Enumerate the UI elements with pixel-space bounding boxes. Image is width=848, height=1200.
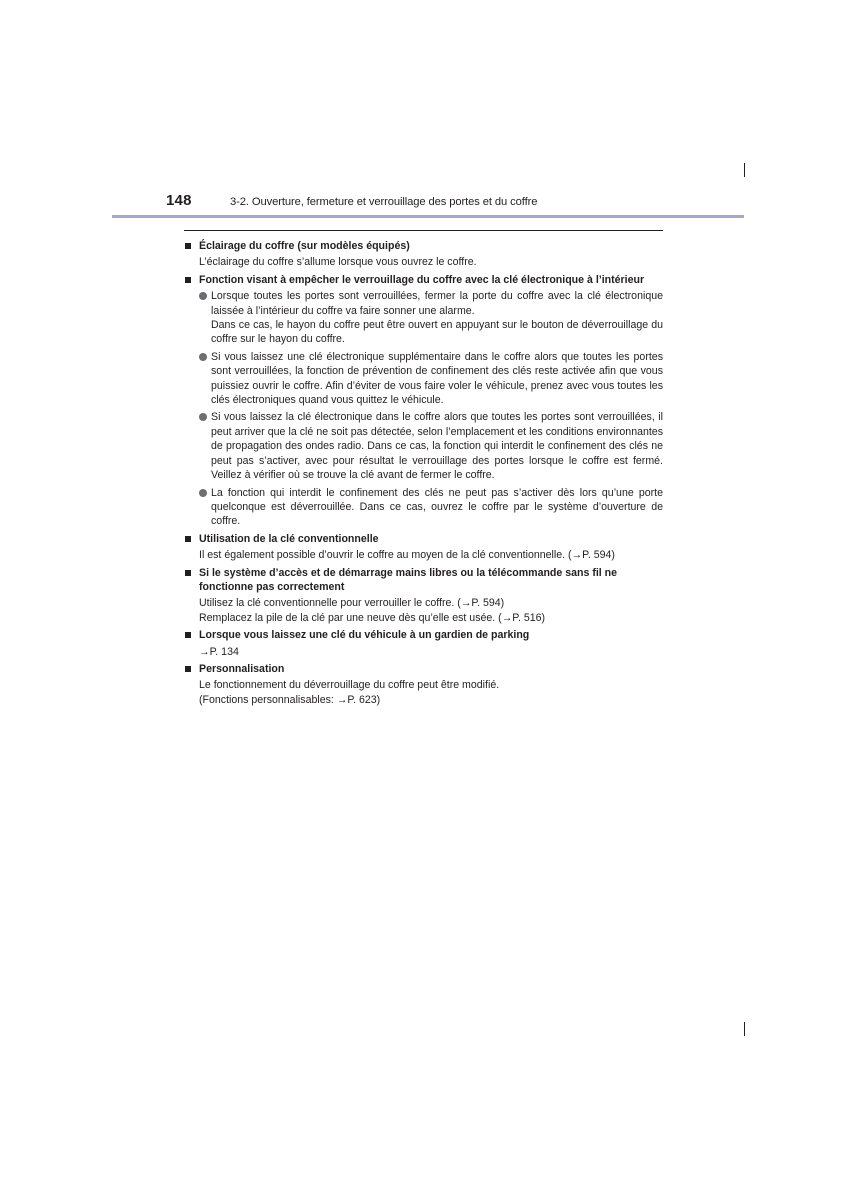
list-item: La fonction qui interdit le confinement des clés ne peut pas s’activer dès lors qu’une porte quelconque est déverrouillée. Dans ce cas, ouvrez le coffre par le système d’ouverture de coffre. (199, 486, 663, 529)
section-body: Le fonctionnement du déverrouillage du coffre peut être modifié. (Fonctions personnalisables: →P. 623) (199, 679, 500, 706)
section-heading-customization: Personnalisation (184, 662, 663, 676)
section-body: Il est également possible d’ouvrir le coffre au moyen de la clé conventionnelle. (→P. 594) (199, 549, 615, 562)
square-bullet-icon (185, 243, 191, 249)
square-bullet-icon (185, 632, 191, 638)
list-item: Si vous laissez la clé électronique dans le coffre alors que toutes les portes sont verrouillées, il peut arriver que la clé ne soit pas détectée, selon l’emplacement et les conditions environnantes de propagation des ondes radio. Dans ce cas, la fonction qui interdit le confinement des clés ne peut pas s’activer, avec pour résultat le verrouillage des portes lorsque le coffre est fermé. Veillez à vérifier où se trouve la clé avant de fermer le coffre. (199, 410, 663, 482)
square-bullet-icon (185, 666, 191, 672)
round-bullet-icon (199, 353, 207, 361)
square-bullet-icon (185, 570, 191, 576)
list-item: Si vous laissez une clé électronique supplémentaire dans le coffre alors que toutes les portes sont verrouillées, la fonction de prévention de confinement des clés reste activée afin que vous puissiez ouvrir le coffre. Afin d’éviter de vous faire voler le véhicule, prenez avec vous toutes les clés électroniques quand vous quittez le véhicule. (199, 350, 663, 408)
page-number: 148 (166, 192, 192, 209)
section-heading-trunk-light: Éclairage du coffre (sur modèles équipés) (184, 239, 663, 253)
round-bullet-icon (199, 413, 207, 421)
section-heading-key-lock-prevention: Fonction visant à empêcher le verrouillage du coffre avec la clé électronique à l’intérieur (184, 273, 663, 287)
section-heading-conventional-key: Utilisation de la clé conventionnelle (184, 532, 663, 546)
section-body: L’éclairage du coffre s’allume lorsque vous ouvrez le coffre. (199, 256, 477, 269)
section-heading-parking-attendant: Lorsque vous laissez une clé du véhicule à un gardien de parking (184, 628, 663, 642)
section-heading-system-malfunction: Si le système d’accès et de démarrage mains libres ou la télécommande sans fil ne fonctionne pas correctement (184, 566, 663, 595)
square-bullet-icon (185, 536, 191, 542)
running-head: 3-2. Ouverture, fermeture et verrouillage des portes et du coffre (230, 196, 538, 208)
round-bullet-icon (199, 292, 207, 300)
list-item: Lorsque toutes les portes sont verrouillées, fermer la porte du coffre avec la clé électronique laissée à l’intérieur du coffre va faire sonner une alarme. Dans ce cas, le hayon du coffre peut être ouvert en appuyant sur le bouton de déverrouillage du coffre sur le hayon du coffre. (199, 289, 663, 347)
page-content (184, 230, 663, 710)
crop-mark-bottom (744, 1022, 745, 1036)
header-rule (112, 215, 744, 218)
section-body: →P. 134 (199, 645, 239, 658)
round-bullet-icon (199, 489, 207, 497)
section-body: Utilisez la clé conventionnelle pour verrouiller le coffre. (→P. 594) Remplacez la pile de la clé par une neuve dès qu’elle est usée. (→P. 516) (199, 597, 546, 624)
square-bullet-icon (185, 277, 191, 283)
bullet-list (184, 289, 663, 529)
crop-mark-top (744, 163, 745, 177)
